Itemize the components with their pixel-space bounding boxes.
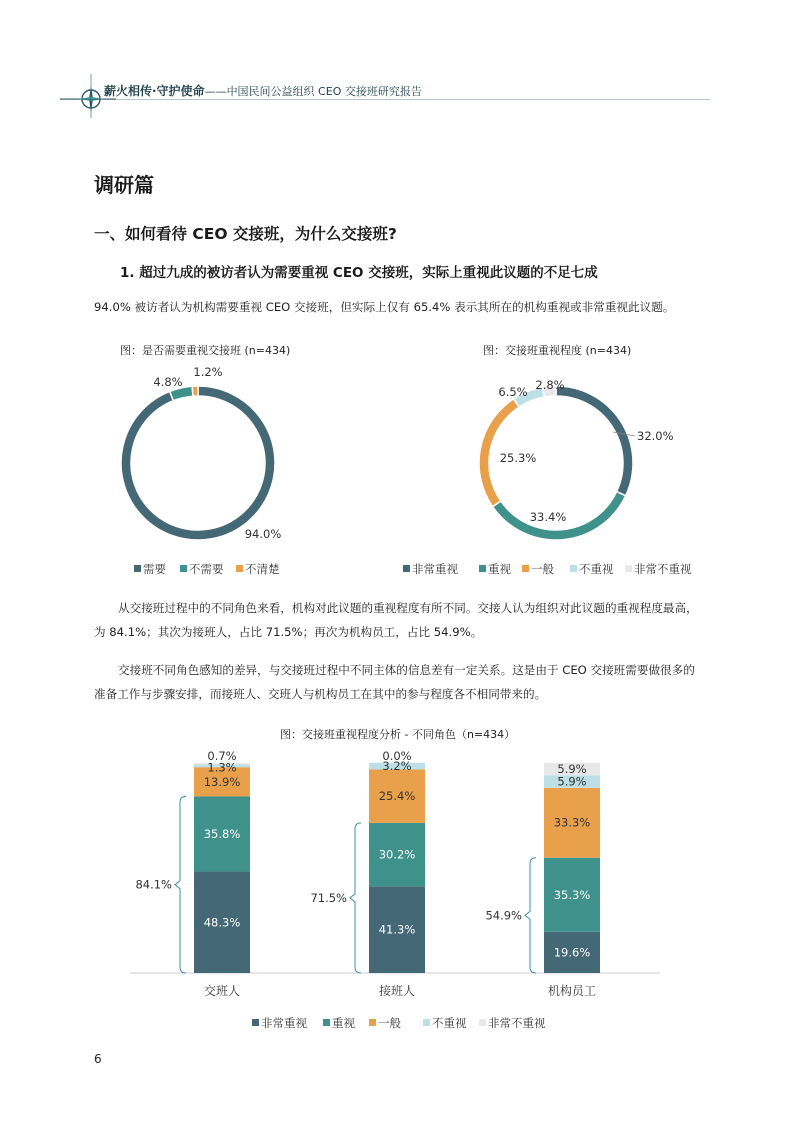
chart2-slice-1 [556,386,633,496]
chart3-title: 图：交接班重视程度分析 - 不同角色（n=434） [280,728,516,741]
chart3-data-label-2-4: 3.2% [382,758,412,773]
chart3-legend-swatch-5 [479,1019,486,1026]
paragraph-1: 94.0% 被访者认为机构需要重视 CEO 交接班，但实际上仅有 65.4% 表示其所在的机构重视或非常重视此议题。 [94,300,675,314]
chart3-bracket-3 [525,858,536,973]
chart3-x-tick-label-1: 交班人 [203,984,241,998]
header-title-bold: 薪火相传·守护使命 [104,84,205,98]
chart3-data-label-1-4: 1.3% [207,760,237,775]
chart3-bracket-total-2: 71.5% [310,890,347,905]
chart2-data-label-1: 32.0% [637,429,674,443]
header-title [104,82,422,99]
chart3-legend-label-2: 重视 [332,1016,355,1030]
chart1-slice-3 [192,386,198,396]
chart2-data-label-4: 6.5% [498,385,528,399]
chart2-legend-label-5: 非常不重视 [634,562,692,576]
chart2-legend-swatch-2 [479,565,486,572]
paragraph-3: 交接班不同角色感知的差异，与交接班过程中不同主体的信息差有一定关系。这是由于 CEO 交接班需要做很多的准备工作与步骤安排，而接班人、交班人与机构员工在其中的参与程度各不相同带来的。 [94,663,695,701]
chart3-x-tick-label-3: 机构员工 [547,984,597,998]
chart1-data-label-1: 94.0% [244,527,282,541]
chart3-legend-label-3: 一般 [378,1016,401,1030]
chart2-legend-swatch-5 [625,565,632,572]
chart2-data-label-5: 2.8% [535,378,565,392]
chart3-data-label-2-2: 30.2% [378,847,416,862]
chart3-data-label-2-1: 41.3% [378,922,416,937]
chart3-legend-label-1: 非常重视 [261,1016,307,1030]
chart2-legend-label-2: 重视 [488,562,511,576]
heading-1: 一、如何看待 CEO 交接班，为什么交接班? [94,225,397,243]
chart3-bracket-2 [350,823,361,973]
chart2-data-label-2: 33.4% [529,510,567,524]
donut-chart-need-attention [100,362,320,592]
chart3-legend-swatch-2 [323,1019,330,1026]
chart3-data-label-3-5: 5.9% [557,762,587,777]
chart1-legend-label-2: 不需要 [189,562,224,576]
chart3-data-label-3-1: 19.6% [553,945,591,960]
chart3-data-label-1-2: 35.8% [203,826,241,841]
chart3-data-label-1-5: 0.7% [207,749,237,763]
chart2-title: 图：交接班重视程度 (n=434) [483,344,632,357]
chart1-data-label-3: 1.2% [193,365,223,379]
section-title: 调研篇 [94,173,154,197]
chart1-data-label-2: 4.8% [153,375,183,389]
chart3-legend-swatch-4 [423,1019,430,1026]
heading-2: 1. 超过九成的被访者认为需要重视 CEO 交接班，实际上重视此议题的不足七成 [120,265,598,281]
chart3-legend-label-5: 非常不重视 [488,1016,546,1030]
chart1-slice-1 [121,386,275,540]
chart2-legend-label-1: 非常重视 [412,562,458,576]
chart2-legend-swatch-4 [570,565,577,572]
chart3-legend-swatch-1 [252,1019,259,1026]
chart3-data-label-3-4: 5.9% [557,774,587,789]
donut-chart-attention-level [395,362,715,592]
chart1-legend-label-3: 不清楚 [245,562,280,576]
chart2-legend-swatch-3 [522,565,529,572]
chart3-bracket-total-1: 84.1% [135,877,172,892]
chart3-data-label-1-3: 13.9% [203,774,241,789]
chart3-data-label-3-3: 33.3% [553,815,591,830]
chart2-data-label-3: 25.3% [499,451,537,465]
chart3-bracket-total-3: 54.9% [485,908,522,923]
chart2-legend-label-3: 一般 [531,562,554,576]
chart3-legend-swatch-3 [369,1019,376,1026]
chart3-data-label-2-3: 25.4% [378,789,416,804]
chart1-legend-swatch-2 [180,565,187,572]
chart1-legend-swatch-1 [134,565,141,572]
chart2-legend-swatch-1 [403,565,410,572]
chart3-data-label-3-2: 35.3% [553,887,591,902]
chart3-data-label-2-5: 0.0% [382,748,412,763]
paragraph-2: 从交接班过程中的不同角色来看，机构对此议题的重视程度有所不同。交接人认为组织对此议题的重视程度最高，为 84.1%；其次为接班人，占比 71.5%；再次为机构员工，占比 54.9%。 [94,601,698,639]
header-divider [60,99,710,100]
chart1-title: 图：是否需要重视交接班 (n=434) [120,344,291,357]
chart3-bracket-1 [175,796,186,973]
page-number: 6 [94,1052,102,1066]
chart1-legend-swatch-3 [236,565,243,572]
chart3-data-label-1-1: 48.3% [203,915,241,930]
chart3-x-tick-label-2: 接班人 [378,984,416,998]
chart3-legend-label-4: 不重视 [432,1016,467,1030]
chart2-legend-label-4: 不重视 [579,562,614,576]
chart1-legend-label-1: 需要 [143,562,166,576]
header-title-rest: ——中国民间公益组织 CEO 交接班研究报告 [204,85,422,98]
stacked-bar-chart-roles [100,745,700,1040]
